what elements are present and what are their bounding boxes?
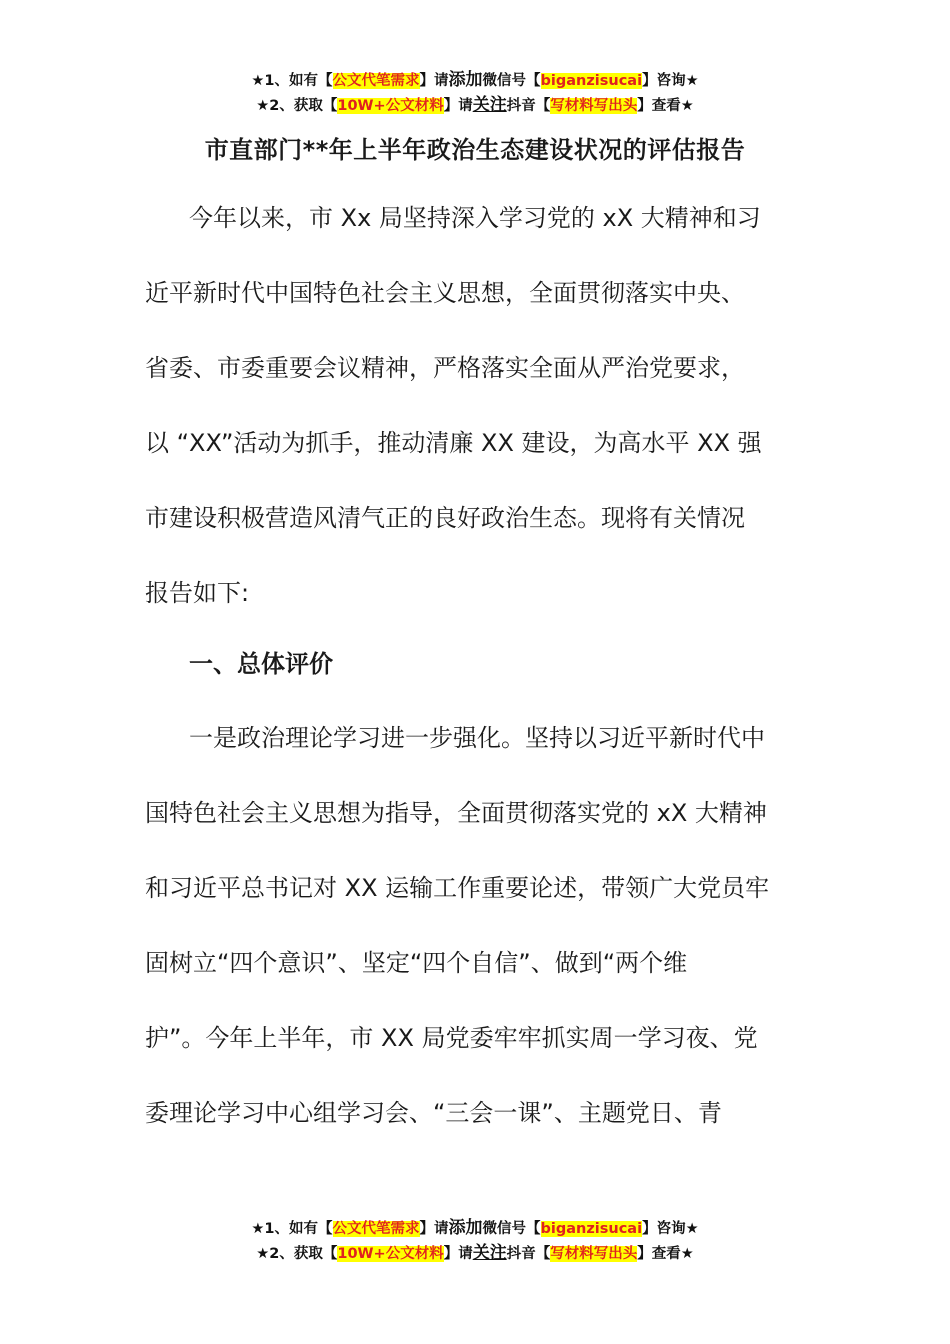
highlight-writing-service: 公文代笔需求 <box>332 73 420 89</box>
section-heading: 一、总体评价 <box>189 650 333 678</box>
banner-text: 】咨询★ <box>642 1221 699 1237</box>
banner-text: ★2、获取【 <box>256 98 338 114</box>
paragraph-line: 以 “XX”活动为抓手，推动清廉 XX 建设，为高水平 XX 强 <box>145 429 762 457</box>
banner-emphasis: 添加 <box>448 1218 483 1238</box>
banner-text: 抖音【 <box>506 1246 551 1262</box>
paragraph-line: 国特色社会主义思想为指导，全面贯彻落实党的 xX 大精神 <box>145 799 767 827</box>
paragraph-line: 省委、市委重要会议精神，严格落实全面从严治党要求， <box>145 354 745 382</box>
banner-emphasis: 关注 <box>472 1243 507 1263</box>
footer-banner <box>0 1216 950 1266</box>
banner-line-1 <box>0 1216 950 1241</box>
banner-text: ★1、如有【 <box>251 1221 333 1237</box>
highlight-materials: 10W+公文材料 <box>337 1246 444 1262</box>
paragraph-line: 护”。今年上半年，市 XX 局党委牢牢抓实周一学习夜、党 <box>145 1024 758 1052</box>
paragraph-line: 今年以来，市 Xx 局坚持深入学习党的 xX 大精神和习 <box>189 204 761 232</box>
highlight-wechat-id: biganzisucai <box>540 73 643 89</box>
paragraph-line: 近平新时代中国特色社会主义思想，全面贯彻落实中央、 <box>145 279 745 307</box>
banner-text: 】查看★ <box>637 1246 694 1262</box>
header-banner <box>0 68 950 118</box>
banner-text: 微信号【 <box>482 73 541 89</box>
banner-text: 】请 <box>443 1246 473 1262</box>
highlight-douyin-account: 写材料写出头 <box>550 1246 638 1262</box>
document-title: 市直部门**年上半年政治生态建设状况的评估报告 <box>204 136 746 164</box>
banner-line-1 <box>0 68 950 93</box>
banner-text: 】请 <box>443 98 473 114</box>
banner-text: ★2、获取【 <box>256 1246 338 1262</box>
banner-text: 】查看★ <box>637 98 694 114</box>
banner-emphasis: 添加 <box>448 70 483 90</box>
paragraph-line: 一是政治理论学习进一步强化。坚持以习近平新时代中 <box>189 724 765 752</box>
banner-emphasis: 关注 <box>472 95 507 115</box>
paragraph-line: 报告如下: <box>145 579 250 607</box>
highlight-wechat-id: biganzisucai <box>540 1221 643 1237</box>
banner-text: 】请 <box>419 1221 449 1237</box>
banner-text: 抖音【 <box>506 98 551 114</box>
highlight-douyin-account: 写材料写出头 <box>550 98 638 114</box>
banner-text: 】请 <box>419 73 449 89</box>
paragraph-line: 委理论学习中心组学习会、“三会一课”、主题党日、青 <box>145 1099 722 1127</box>
highlight-writing-service: 公文代笔需求 <box>332 1221 420 1237</box>
paragraph-line: 市建设积极营造风清气正的良好政治生态。现将有关情况 <box>145 504 745 532</box>
banner-text: ★1、如有【 <box>251 73 333 89</box>
banner-line-2 <box>0 1241 950 1266</box>
banner-text: 微信号【 <box>482 1221 541 1237</box>
banner-text: 】咨询★ <box>642 73 699 89</box>
section-paragraph <box>145 701 805 1151</box>
highlight-materials: 10W+公文材料 <box>337 98 444 114</box>
paragraph-line: 固树立“四个意识”、坚定“四个自信”、做到“两个维 <box>145 949 688 977</box>
banner-line-2 <box>0 93 950 118</box>
paragraph-line: 和习近平总书记对 XX 运输工作重要论述，带领广大党员牢 <box>145 874 770 902</box>
intro-paragraph <box>145 181 805 631</box>
